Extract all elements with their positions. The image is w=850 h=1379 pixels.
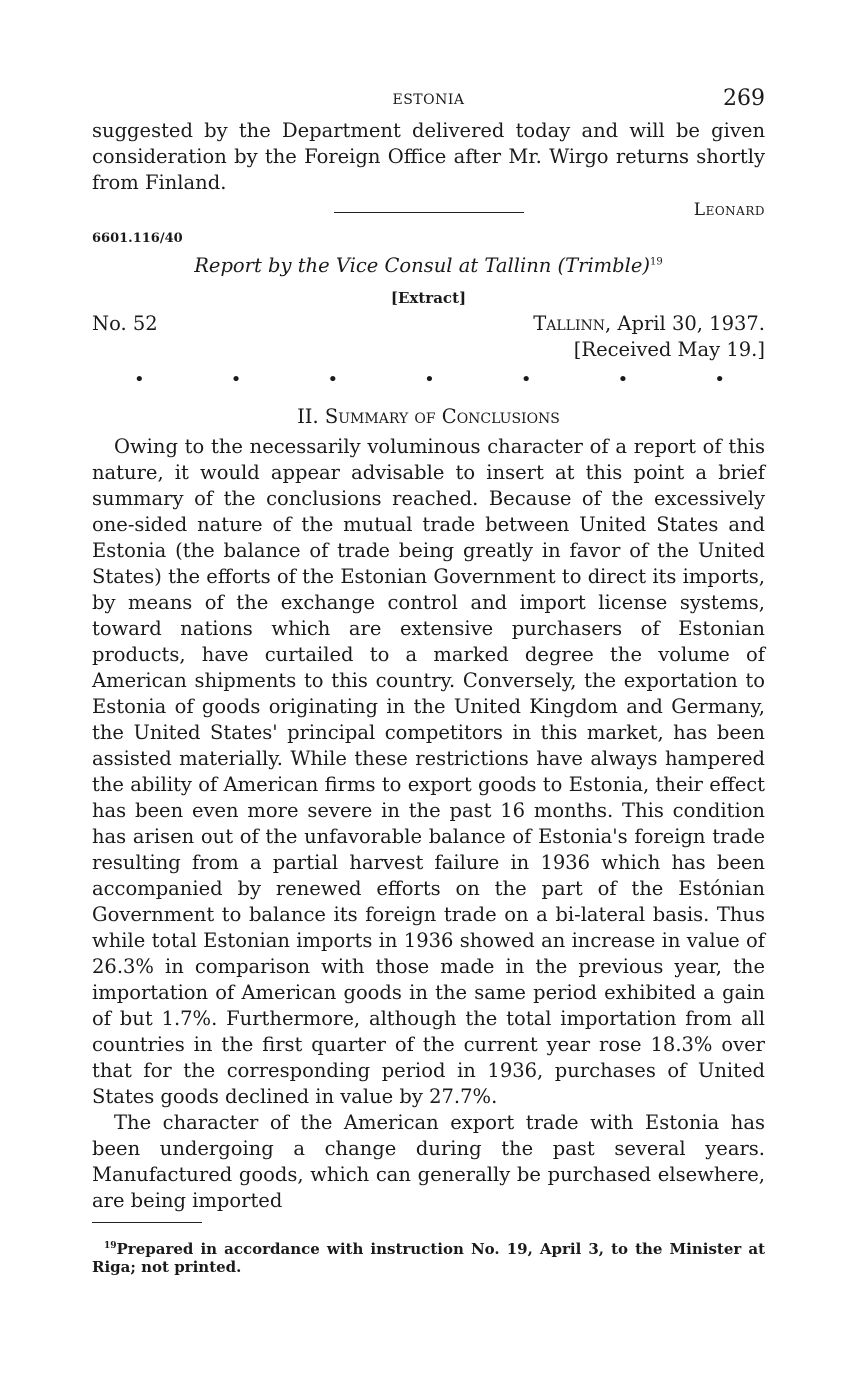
document-page [92,86,765,1291]
signature-rule [334,212,524,213]
date: , April 30, 1937. [605,312,765,335]
footnote-marker: 19 [104,1241,117,1251]
ellipsis-dot: • [424,369,435,390]
signature: Leonard [693,200,765,220]
section-title: Summary of Conclusions [324,405,560,428]
ellipsis-dot: • [134,369,145,390]
section-heading [92,405,765,428]
running-head [92,86,765,118]
ellipsis-row [92,371,765,389]
place: Tallinn [533,312,605,335]
document-number: No. 52 [92,312,158,335]
report-title [92,254,765,277]
extract-label: [Extract] [390,289,467,307]
footnote [92,1237,765,1276]
footnote-ref: 19 [650,256,663,268]
ellipsis-dot: • [230,369,242,390]
dateline [92,311,765,367]
body-paragraph: Owing to the necessarily voluminous character of a report of this nature, it would appear advisable to insert at this point a brief summary of the conclusions reached. Because of the excessively one-sided nature of the mutual trade between United States and Estonia (the balance of trade being greatly in favor of the United States) the efforts of the Estonian Government to direct its imports, by means of the exchange control and import license systems, toward nations which are extensive purchasers of Estonian products, have curtailed to a marked degree the volume of American shipments to this country. Conversely, the exportation to Estonia of goods originating in the United Kingdom and Germany, the United States' principal competitors in this market, has been assisted materially. While these restrictions have always hampered the ability of American firms to export goods to Estonia, their effect has been even more severe in the past 16 months. This condition has arisen out of the unfavorable balance of Estonia's foreign trade resulting from a partial harvest failure in 1936 which has been accompanied by renewed efforts on the part of the Estónian Government to balance its foreign trade on a bi-lateral basis. Thus while total Estonian imports in 1936 showed an increase in value of 26.3% in comparison with those made in the previous year, the importation of American goods in the same period exhibited a gain of but 1.7%. Furthermore, although the total importation from all countries in the first quarter of the current year rose 18.3% over that for the corresponding period in 1936, purchases of United States goods declined in value by 27.7%. [92,435,765,1108]
ellipsis-dot: • [617,369,629,390]
report-title-text: Report by the Vice Consul at Tallinn (Trimble) [194,254,651,277]
date-place [533,311,765,363]
section-numeral: II. [297,405,319,428]
date-line [533,311,765,337]
file-number: 6601.116/40 [92,231,183,246]
footnote-rule [92,1222,202,1223]
footnote-text: Prepared in accordance with instruction No. 19, April 3, to the Minister at Riga; not printed. [92,1240,765,1276]
ellipsis-dot: • [520,369,532,390]
page-number: 269 [723,86,765,111]
body-paragraph: The character of the American export trade with Estonia has been undergoing a change during the past several years. Manufactured goods, which can generally be purchased elsewhere, are being imported [92,1111,765,1212]
received-date: [Received May 19.] [573,338,765,361]
ellipsis-dot: • [327,369,339,390]
opening-paragraph: suggested by the Department delivered today and will be given consideration by the Foreign Office after Mr. Wirgo returns shortly from Finland. [92,119,765,194]
ellipsis-dot: • [714,369,725,390]
running-title: ESTONIA [392,92,465,108]
